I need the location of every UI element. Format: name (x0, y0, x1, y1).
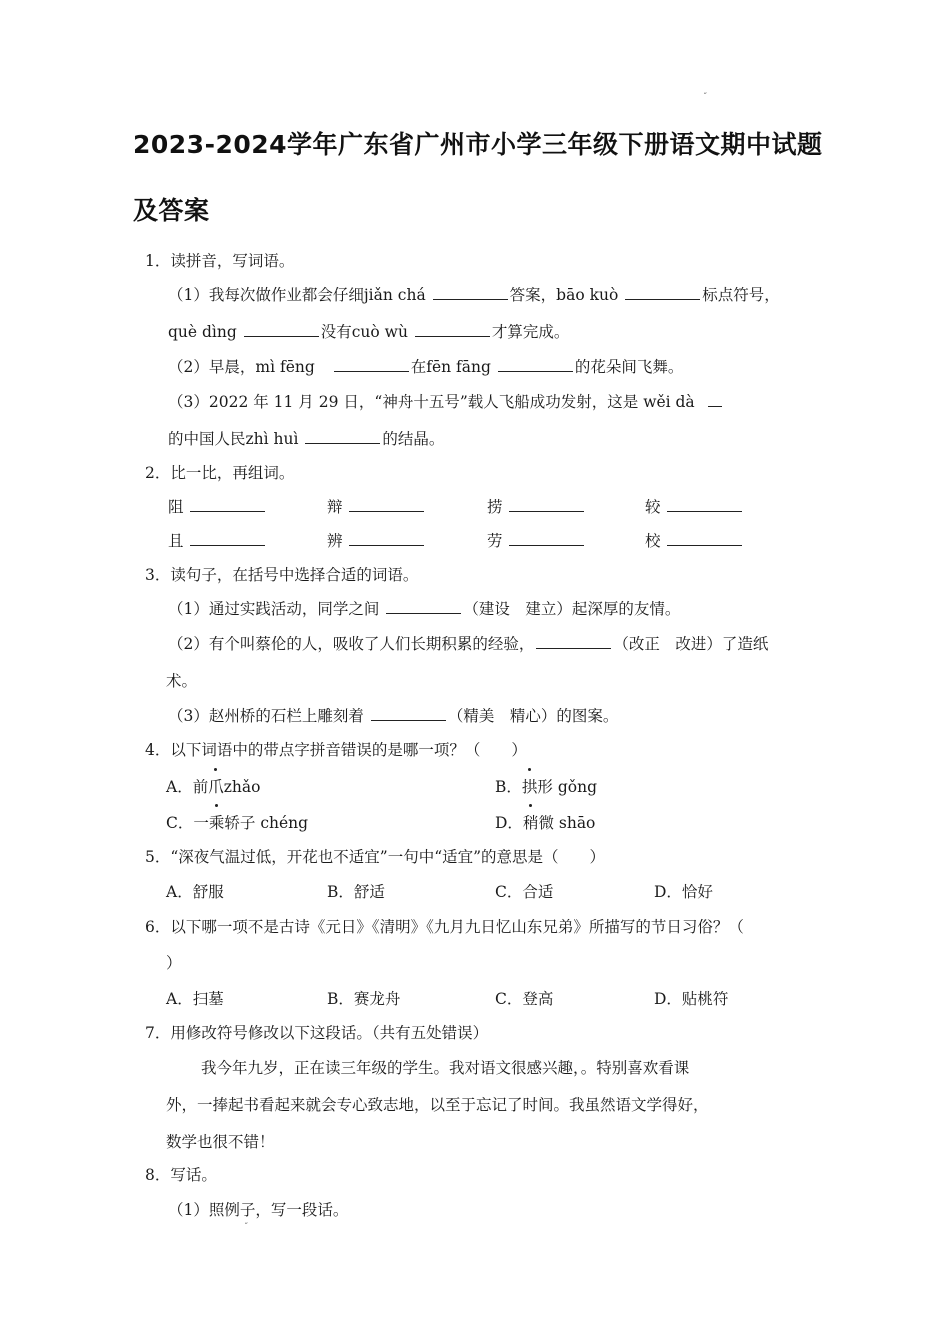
footer-mark: ˝ (244, 1222, 248, 1231)
answer-blank[interactable] (708, 392, 722, 407)
compare-item (327, 495, 426, 517)
question-1-part-1-line-2 (168, 320, 569, 342)
character: 劳 (487, 532, 503, 550)
answer-blank[interactable] (386, 599, 461, 614)
answer-blank[interactable] (349, 497, 424, 512)
question-1-stem: 1．读拼音，写词语。 (145, 252, 295, 270)
dotted-character: 稍 (523, 811, 539, 833)
text: 没有 (320, 323, 352, 341)
character: 且 (168, 532, 184, 550)
question-3-stem: 3．读句子，在括号中选择合适的词语。 (145, 566, 419, 584)
character: 捞 (487, 498, 503, 516)
text: （精美 精心）的图案。 (447, 707, 619, 725)
text: 的中国人民 (168, 430, 246, 448)
option-b[interactable] (495, 775, 597, 797)
answer-blank[interactable] (667, 497, 742, 512)
answer-blank[interactable] (415, 322, 490, 337)
question-5-stem: 5．“深夜气温过低，开花也不适宜”一句中“适宜”的意思是（ ） (145, 848, 606, 866)
compare-item (645, 529, 744, 551)
dotted-character: 爪 (208, 775, 224, 797)
passage-line: 外，一捧起书看起来就会专心致志地，以至于忘记了时间。我虽然语文学得好， (166, 1096, 709, 1114)
question-3-sentence-3 (168, 704, 618, 726)
text: 才算完成。 (491, 323, 570, 341)
text: 的结晶。 (382, 430, 445, 448)
text: 标点符号， (702, 286, 780, 304)
answer-blank[interactable] (536, 634, 611, 649)
text: 答案， (509, 286, 557, 304)
question-3-sentence-1 (168, 597, 680, 619)
text: 形 gǒng (537, 778, 597, 796)
passage-line: 数学也很不错！ (166, 1133, 275, 1151)
question-6-stem: 6．以下哪一项不是古诗《元日》《清明》《九月九日忆山东兄弟》所描写的节日习俗？（ (145, 918, 744, 936)
text: （3）赵州桥的石栏上雕刻着 (168, 707, 364, 725)
question-6-stem-continued: ） (166, 954, 182, 972)
option-a[interactable]: A．扫墓 (166, 990, 224, 1008)
character: 较 (645, 498, 661, 516)
text: （2）早晨， (168, 358, 256, 376)
question-1-part-3-line-2 (168, 427, 444, 449)
dotted-character: 拱 (522, 775, 538, 797)
option-c[interactable] (166, 811, 308, 833)
character: 阻 (168, 498, 184, 516)
pinyin: mì fēng (255, 358, 315, 376)
text: D． (495, 814, 523, 832)
answer-blank[interactable] (509, 531, 584, 546)
answer-blank[interactable] (305, 429, 380, 444)
text: （1）我每次做作业都会仔细 (168, 286, 364, 304)
page-title-continued: 及答案 (133, 196, 210, 225)
compare-item (487, 529, 586, 551)
answer-blank[interactable] (190, 497, 265, 512)
text: 轿子 chéng (224, 814, 309, 832)
pinyin: jiǎn chá (363, 286, 426, 304)
text: （1）通过实践活动，同学之间 (168, 600, 380, 618)
question-1-part-1-line-1 (168, 283, 780, 305)
text: （建设 建立）起深厚的友情。 (463, 600, 681, 618)
question-7-stem: 7．用修改符号修改以下这段话。（共有五处错误） (145, 1024, 489, 1042)
text: （改正 改进）了造纸 (613, 635, 769, 653)
option-b[interactable]: B．舒适 (327, 883, 385, 901)
question-3-sentence-2 (168, 632, 768, 654)
compare-item (168, 529, 267, 551)
text: zhǎo (223, 778, 261, 796)
question-4-stem: 4．以下词语中的带点字拼音错误的是哪一项？（ ） (145, 741, 527, 759)
pinyin: wěi dà (643, 393, 695, 411)
text: 在 (410, 358, 427, 376)
text: C．一 (166, 814, 209, 832)
answer-blank[interactable] (625, 285, 700, 300)
question-3-sentence-2-continued: 术。 (166, 672, 198, 690)
pinyin: zhì huì (245, 430, 299, 448)
page-title: 2023-2024学年广东省广州市小学三年级下册语文期中试题 (133, 130, 823, 159)
pinyin: fēn fāng (426, 358, 491, 376)
character: 辩 (327, 498, 343, 516)
pinyin: cuò wù (351, 323, 408, 341)
text: （3）2022 年 11 月 29 日，“神舟十五号”载人飞船成功发射，这是 (168, 393, 639, 411)
compare-item (487, 495, 586, 517)
dotted-character: 乘 (209, 811, 225, 833)
character: 校 (645, 532, 661, 550)
text: （2）有个叫蔡伦的人，吸收了人们长期积累的经验， (168, 635, 535, 653)
option-d[interactable]: D．贴桃符 (654, 990, 729, 1008)
answer-blank[interactable] (667, 531, 742, 546)
answer-blank[interactable] (371, 706, 446, 721)
passage-line: 我今年九岁，正在读三年级的学生。我对语文很感兴趣，。特别喜欢看课 (201, 1059, 690, 1077)
compare-item (327, 529, 426, 551)
option-d[interactable] (495, 811, 595, 833)
option-d[interactable]: D．恰好 (654, 883, 713, 901)
question-8-stem: 8．写话。 (145, 1166, 217, 1184)
answer-blank[interactable] (334, 357, 409, 372)
header-mark: ˝ (703, 92, 707, 101)
option-a[interactable]: A．舒服 (166, 883, 224, 901)
option-c[interactable]: C．合适 (495, 883, 554, 901)
compare-item (168, 495, 267, 517)
text: B． (495, 778, 522, 796)
question-2-stem: 2．比一比，再组词。 (145, 464, 295, 482)
answer-blank[interactable] (190, 531, 265, 546)
compare-item (645, 495, 744, 517)
answer-blank[interactable] (498, 357, 573, 372)
option-a[interactable] (166, 775, 260, 797)
answer-blank[interactable] (433, 285, 508, 300)
text: A．前 (166, 778, 209, 796)
answer-blank[interactable] (244, 322, 319, 337)
question-1-part-2 (168, 355, 683, 377)
text: 微 shāo (538, 814, 596, 832)
pinyin: què dìng (168, 323, 237, 341)
question-8-part-1: （1）照例子，写一段话。 (168, 1201, 349, 1219)
character: 辨 (327, 532, 343, 550)
answer-blank[interactable] (509, 497, 584, 512)
text: 的花朵间飞舞。 (574, 358, 684, 376)
pinyin: bāo kuò (556, 286, 619, 304)
option-b[interactable]: B．赛龙舟 (327, 990, 401, 1008)
question-1-part-3-line-1 (168, 390, 724, 412)
option-c[interactable]: C．登高 (495, 990, 554, 1008)
answer-blank[interactable] (349, 531, 424, 546)
